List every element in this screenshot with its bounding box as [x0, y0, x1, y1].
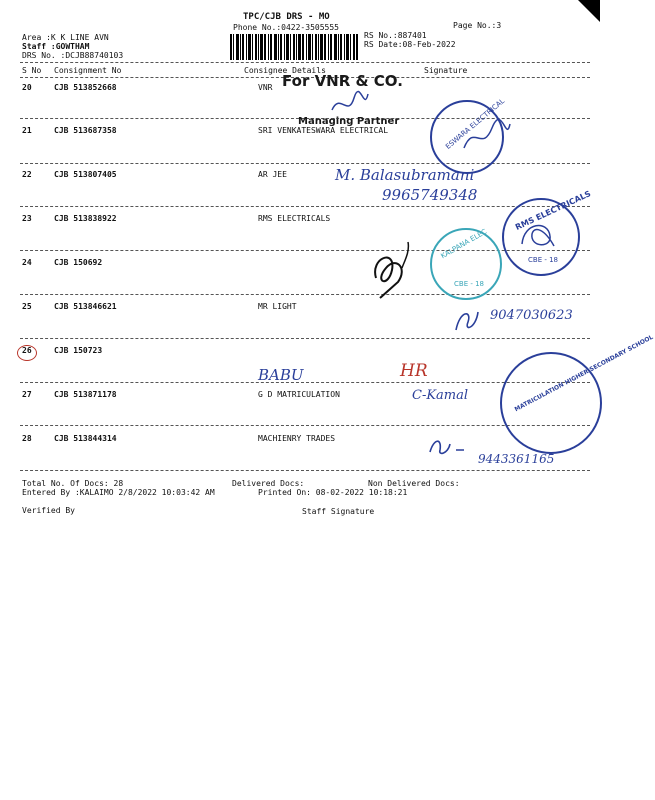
row-consignee: G D MATRICULATION	[258, 390, 340, 399]
row-26-circle-mark	[17, 345, 37, 361]
row-sno: 26	[22, 346, 32, 355]
rms-signature	[518, 218, 558, 252]
header-rule-top	[20, 62, 590, 63]
row-consignee: VNR	[258, 83, 273, 92]
row-sno: 24	[22, 258, 32, 267]
machienry-signature	[428, 436, 468, 458]
handwritten-name-26: BABU	[258, 366, 304, 384]
row-divider	[20, 470, 590, 471]
mr-light-signature	[452, 306, 482, 334]
delivered-docs: Delivered Docs:	[232, 479, 305, 488]
gd-seal-text: MATRICULATION HIGHER SECONDARY SCHOOL	[513, 333, 655, 414]
row-consignee: MACHIENRY TRADES	[258, 434, 336, 443]
area-label: Area :K K LINE AVN	[22, 33, 109, 42]
row-sno: 23	[22, 214, 32, 223]
rms-seal-city: CBE - 18	[528, 256, 558, 264]
staff-signature-label: Staff Signature	[302, 507, 375, 516]
managing-partner-stamp: Managing Partner	[298, 116, 400, 127]
row-consignment-no: CJB 513852668	[54, 83, 117, 92]
row-sno: 25	[22, 302, 32, 311]
total-docs: Total No. Of Docs: 28	[22, 479, 124, 488]
row-sno: 20	[22, 83, 32, 92]
row-sno: 22	[22, 170, 32, 179]
row-divider	[20, 294, 590, 295]
row-consignee: SRI VENKATESWARA ELECTRICAL	[258, 126, 389, 135]
row-consignment-no: CJB 513846621	[54, 302, 117, 311]
handwritten-name-22: M. Balasubramani	[335, 166, 475, 184]
column-consignee: Consignee Details	[244, 66, 326, 75]
page-number: Page No.:3	[453, 21, 502, 30]
row-divider	[20, 206, 590, 207]
barcode-image	[230, 34, 358, 60]
row-consignment-no: CJB 150723	[54, 346, 103, 355]
kalpana-seal-text: KALPANA ELEC	[439, 227, 489, 261]
sve-signature	[462, 118, 512, 158]
row-consignment-no: CJB 513687358	[54, 126, 117, 135]
vnr-company-stamp: For VNR & CO.	[282, 72, 403, 90]
staff-label: Staff :GOWTHAM	[22, 42, 90, 51]
sve-seal-text: ESWARA ELECTRICAL	[444, 97, 507, 151]
rms-seal-text: RMS ELECTRICALS	[513, 189, 593, 232]
rs-date: RS Date:08-Feb-2022	[364, 40, 456, 49]
column-consignment: Consignment No	[54, 66, 122, 75]
row-consignment-no: CJB 513807405	[54, 170, 117, 179]
printed-on: Printed On: 08-02-2022 10:18:21	[258, 488, 408, 497]
column-sno: S No	[22, 66, 42, 75]
row-consignment-no: CJB 513844314	[54, 434, 117, 443]
handwritten-phone-25: 9047030623	[490, 308, 573, 323]
row-sno: 27	[22, 390, 32, 399]
drs-number: DRS No. :DCJB88740103	[22, 51, 124, 60]
row-divider	[20, 338, 590, 339]
document-title: TPC/CJB DRS - MO	[243, 12, 330, 22]
rs-number: RS No.:887401	[364, 31, 427, 40]
row-sno: 21	[22, 126, 32, 135]
handwritten-phone-28: 9443361165	[478, 452, 555, 466]
handwritten-phone-22: 9965749348	[382, 186, 478, 204]
entered-by: Entered By :KALAIMO 2/8/2022 10:03:42 AM	[22, 488, 215, 497]
row-consignee: MR LIGHT	[258, 302, 297, 311]
kalpana-seal-city: CBE - 18	[454, 280, 484, 288]
verified-by: Verified By	[22, 506, 75, 515]
handwritten-kamal-signature: C-Kamal	[412, 388, 469, 403]
row-consignee: RMS ELECTRICALS	[258, 214, 331, 223]
non-delivered-docs: Non Delivered Docs:	[368, 479, 460, 488]
gd-school-seal	[500, 333, 655, 454]
row-sno: 28	[22, 434, 32, 443]
handwritten-hr-mark: HR	[400, 361, 428, 381]
column-signature: Signature	[424, 66, 468, 75]
row-consignee: AR JEE	[258, 170, 287, 179]
page-corner-mark	[578, 0, 600, 22]
phone-number: Phone No.:0422-3505555	[233, 23, 339, 32]
row-divider	[20, 163, 590, 164]
row-consignment-no: CJB 513838922	[54, 214, 117, 223]
row-consignment-no: CJB 513871178	[54, 390, 117, 399]
row-consignment-no: CJB 150692	[54, 258, 103, 267]
kalpana-electricals-seal	[430, 228, 502, 300]
kalpana-signature	[368, 238, 428, 302]
